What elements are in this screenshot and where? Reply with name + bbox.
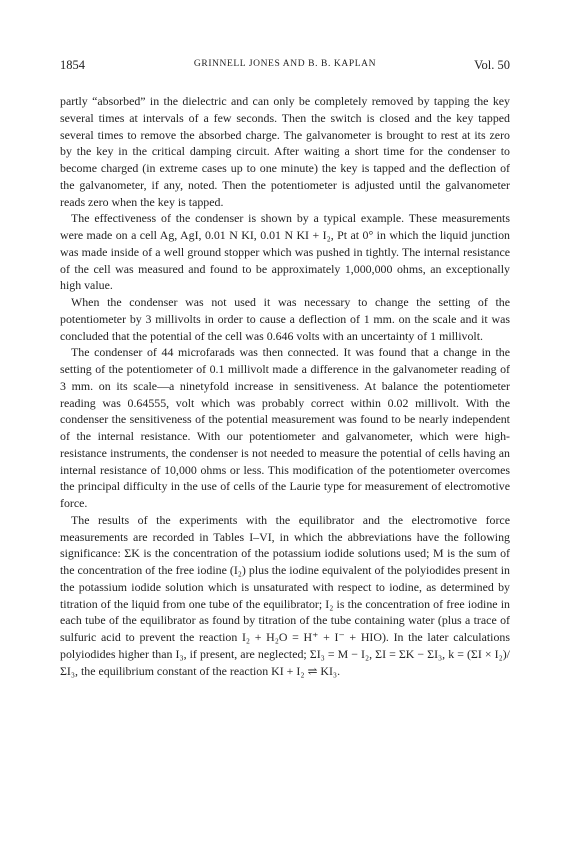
paragraph-3: When the condenser was not used it was necessary to change the setting of the potentiometer by 3 millivolts in order to cause a deflection of 1 mm. on the scale and it was concluded that the potential of the cell was 0.646 volts with an uncertainty of 1 millivolt. — [60, 295, 510, 343]
volume-label: Vol. 50 — [474, 58, 510, 72]
paragraph-5: The results of the experiments with the equilibrator and the electromotive force measurements are recorded in Tables I–VI, in which the abbreviations have the following significance: ΣK is the concentration of the potassium iodide solutions used; M is the sum of the concentration of the free iodine (I₂) plus the iodine equivalent of the polyiodides present in the potassium iodide solution which is unsaturated with respect to iodine, as determined by titration of the liquid from one tube of the equilibrator; I₂ is the concentration of free iodine in each tube of the equilibrator as found by titration of the tube containing water (plus a trace of sulfuric acid to prevent the reaction I₂ + H₂O = H⁺ + I⁻ + HIO). In the later calculations polyiodides higher than I₃, if present, are neglected; ΣI₃ = M − I₂, ΣI = ΣK − ΣI₃, k = (ΣI × I₂)/ΣI₃, the equilibrium constant of the reaction KI + I₂ ⇌ KI₃. — [60, 512, 510, 678]
page-number: 1854 — [60, 58, 85, 72]
paragraph-4: The condenser of 44 microfarads was then connected. It was found that a change in the setting of the potentiometer of 0.1 millivolt made a difference in the galvanometer reading of 3 mm. on its scale—a ninetyfold increase in sensitiveness. At balance the potentiometer reading was 0.64555, volt which was probably correct within 0.02 millivolt. With the condenser the sensitiveness of the potential measurement was found to be nearly independent of the internal resistance. With our potentiometer and galvanometer, which were high-resistance instruments, the condenser is not needed to measure the potential of cells having an internal resistance of 10,000 ohms or less. This modification of the potentiometer overcomes the principal difficulty in the use of cells of the Laurie type for measurement of electromotive force. — [60, 345, 510, 510]
paragraph-1: partly “absorbed” in the dielectric and can only be completely removed by tapping the key several times at intervals of a few seconds. Then the switch is closed and the key tapped several times to remove the absorbed charge. The galvanometer is brought to rest at its zero by the key in the critical damping circuit. After waiting a short time for the condenser to become charged (in extreme cases up to one minute) the key is tapped and the deflection of the galvanometer, if any, noted. Then the potentiometer is adjusted until the galvanometer reads zero when the key is tapped. — [60, 94, 510, 209]
paragraph-2: The effectiveness of the condenser is shown by a typical example. These measurements were made on a cell Ag, AgI, 0.01 N KI, 0.01 N KI + I₂, Pt at 0° in which the liquid junction was made inside of a well ground stopper which was pushed in tightly. The internal resistance of the cell was measured and found to be approximately 1,000,000 ohms, an exceptionally high value. — [60, 211, 510, 293]
body-text — [60, 93, 510, 679]
page-header — [60, 58, 510, 76]
running-title: GRINNELL JONES AND B. B. KAPLAN — [193, 59, 377, 69]
